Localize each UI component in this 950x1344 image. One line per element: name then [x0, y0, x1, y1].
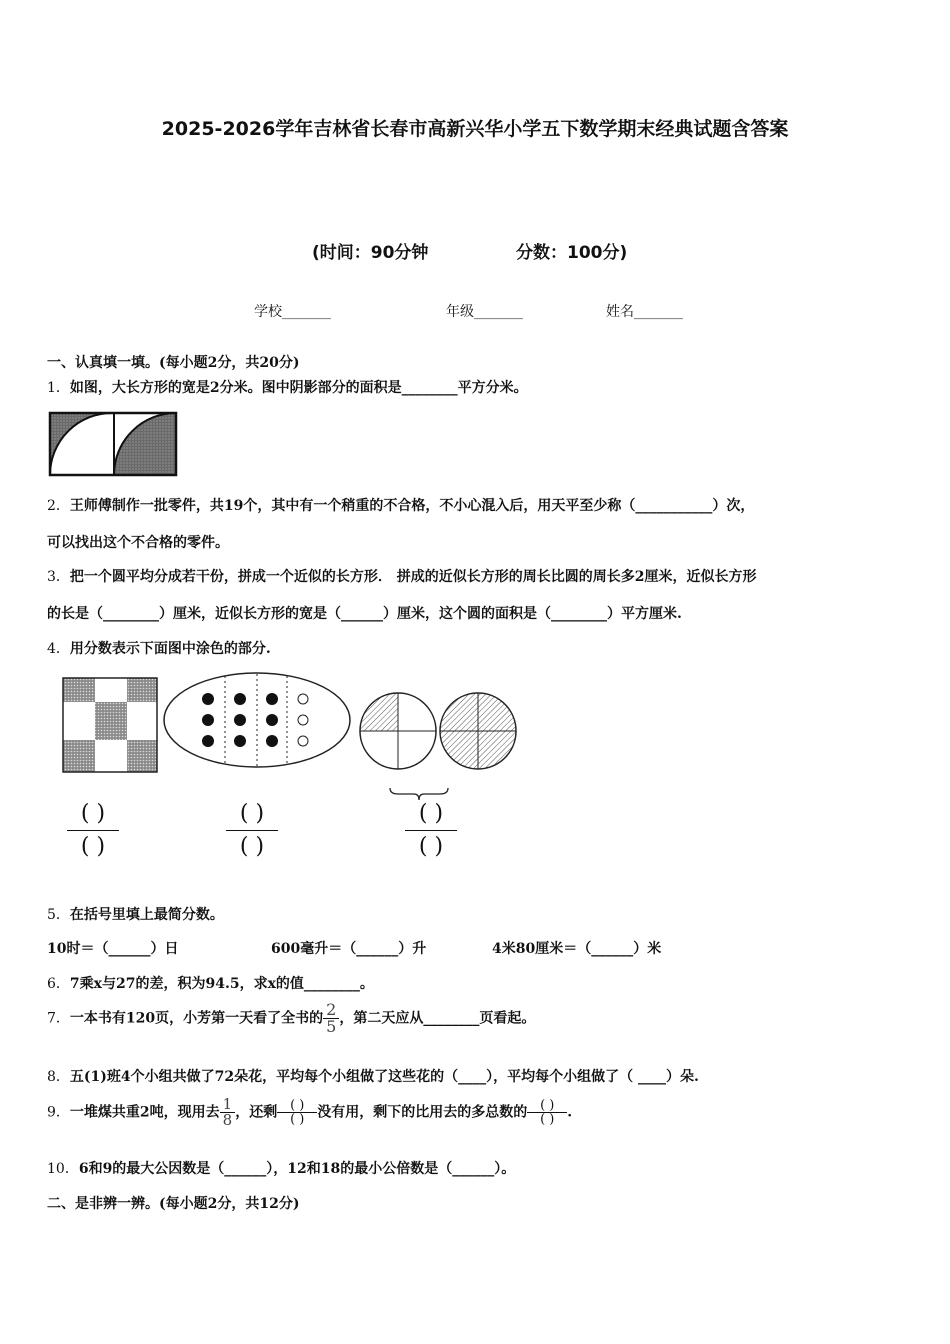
grade-field: 年级_______	[446, 304, 523, 320]
question-number: 8．	[47, 1069, 70, 1085]
question-10	[47, 1158, 515, 1178]
question-2-continued: 可以找出这个不合格的零件。	[47, 535, 229, 551]
fraction-two-fifths: $\frac{2}{5}$	[323, 1002, 339, 1035]
question-text: 在括号里填上最简分数。	[69, 907, 224, 923]
question-text-mid2: 没有用，剩下的比用去的多总数的	[317, 1104, 528, 1121]
question-9	[47, 1097, 572, 1128]
question-number: 10．	[47, 1161, 79, 1177]
question-text: 6和9的最大公因数是（______），12和18的最小公倍数是（______）。	[78, 1161, 516, 1177]
checker-grid-figure	[63, 678, 157, 772]
question-text-start: 一堆煤共重2吨，现用去	[69, 1104, 220, 1121]
question-number: 7．	[47, 1010, 70, 1027]
q5-item-a: 10时＝（______）日	[47, 941, 179, 957]
two-circles-figure	[360, 693, 516, 769]
exam-score: 分数：100分)	[516, 243, 628, 263]
question-1	[47, 377, 528, 397]
q1-rectangle-figure	[48, 411, 180, 477]
q9-blank-fraction-1[interactable]: $\frac{( )}{( )}$	[277, 1099, 317, 1126]
question-number: 6．	[47, 976, 70, 992]
question-text: 把一个圆平均分成若干份，拼成一个近似的长方形． 拼成的近似长方形的周长比圆的周长多2厘米，近似长方形	[69, 569, 757, 585]
question-text: 如图，大长方形的宽是2分米。图中阴影部分的面积是________平方分米。	[69, 380, 528, 396]
fraction-numerator: ( )	[418, 801, 444, 826]
question-2	[47, 495, 754, 515]
question-text-end: ，第二天应从________页看起。	[339, 1010, 536, 1027]
fraction-denominator: ( )	[418, 833, 444, 859]
q4-answer-fraction-2[interactable]	[222, 800, 282, 860]
question-number: 2．	[47, 498, 70, 514]
page-title: 2025-2026学年吉林省长春市高新兴华小学五下数学期末经典试题含答案	[161, 118, 789, 140]
question-text-start: 一本书有120页，小芳第一天看了全书的	[69, 1010, 324, 1027]
question-number: 3．	[47, 569, 70, 585]
question-text-end: .	[567, 1104, 573, 1121]
question-3	[47, 566, 757, 586]
ellipse-dots-figure	[164, 673, 350, 767]
fraction-denominator: ( )	[239, 833, 265, 859]
question-text: 用分数表示下面图中涂色的部分.	[69, 641, 271, 657]
question-text: 王师傅制作一批零件，共19个，其中有一个稍重的不合格，不小心混入后，用天平至少称（___________）次，	[69, 498, 755, 514]
question-4	[47, 638, 271, 658]
fraction-denominator: ( )	[80, 833, 106, 859]
section-2-heading: 二、是非辨一辨。(每小题2分，共12分)	[47, 1196, 300, 1212]
question-text: 7乘x与27的差，积为94.5，求x的值________。	[69, 976, 374, 992]
fraction-numerator: ( )	[239, 801, 265, 826]
q9-blank-fraction-2[interactable]: $\frac{( )}{( )}$	[527, 1099, 567, 1126]
question-text: 五(1)班4个小组共做了72朵花，平均每个小组做了这些花的（____），平均每个小组做了（ ____）朵.	[69, 1069, 699, 1085]
question-3-continued: 的长是（________）厘米，近似长方形的宽是（______）厘米，这个圆的面积是（________）平方厘米.	[47, 606, 682, 622]
question-8	[47, 1066, 699, 1086]
q5-item-c: 4米80厘米＝（______）米	[492, 941, 662, 957]
q4-answer-fraction-1[interactable]	[63, 800, 123, 860]
q4-figures	[55, 672, 535, 782]
q4-answer-fraction-3[interactable]	[401, 800, 461, 860]
q5-item-b: 600毫升＝（______）升	[271, 941, 427, 957]
section-1-heading: 一、认真填一填。(每小题2分，共20分)	[47, 355, 300, 371]
question-number: 5．	[47, 907, 70, 923]
question-text-mid: ，还剩	[235, 1104, 278, 1121]
question-number: 9．	[47, 1104, 70, 1121]
school-field: 学校_______	[254, 304, 331, 320]
question-6	[47, 973, 374, 993]
fraction-numerator: ( )	[80, 801, 106, 826]
question-number: 4．	[47, 641, 70, 657]
question-number: 1．	[47, 380, 70, 396]
fraction-one-eighth: $\frac{1}{8}$	[220, 1097, 236, 1128]
name-field: 姓名_______	[606, 304, 683, 320]
exam-time: (时间：90分钟	[312, 243, 429, 263]
question-7	[47, 1002, 535, 1035]
question-5	[47, 904, 224, 924]
